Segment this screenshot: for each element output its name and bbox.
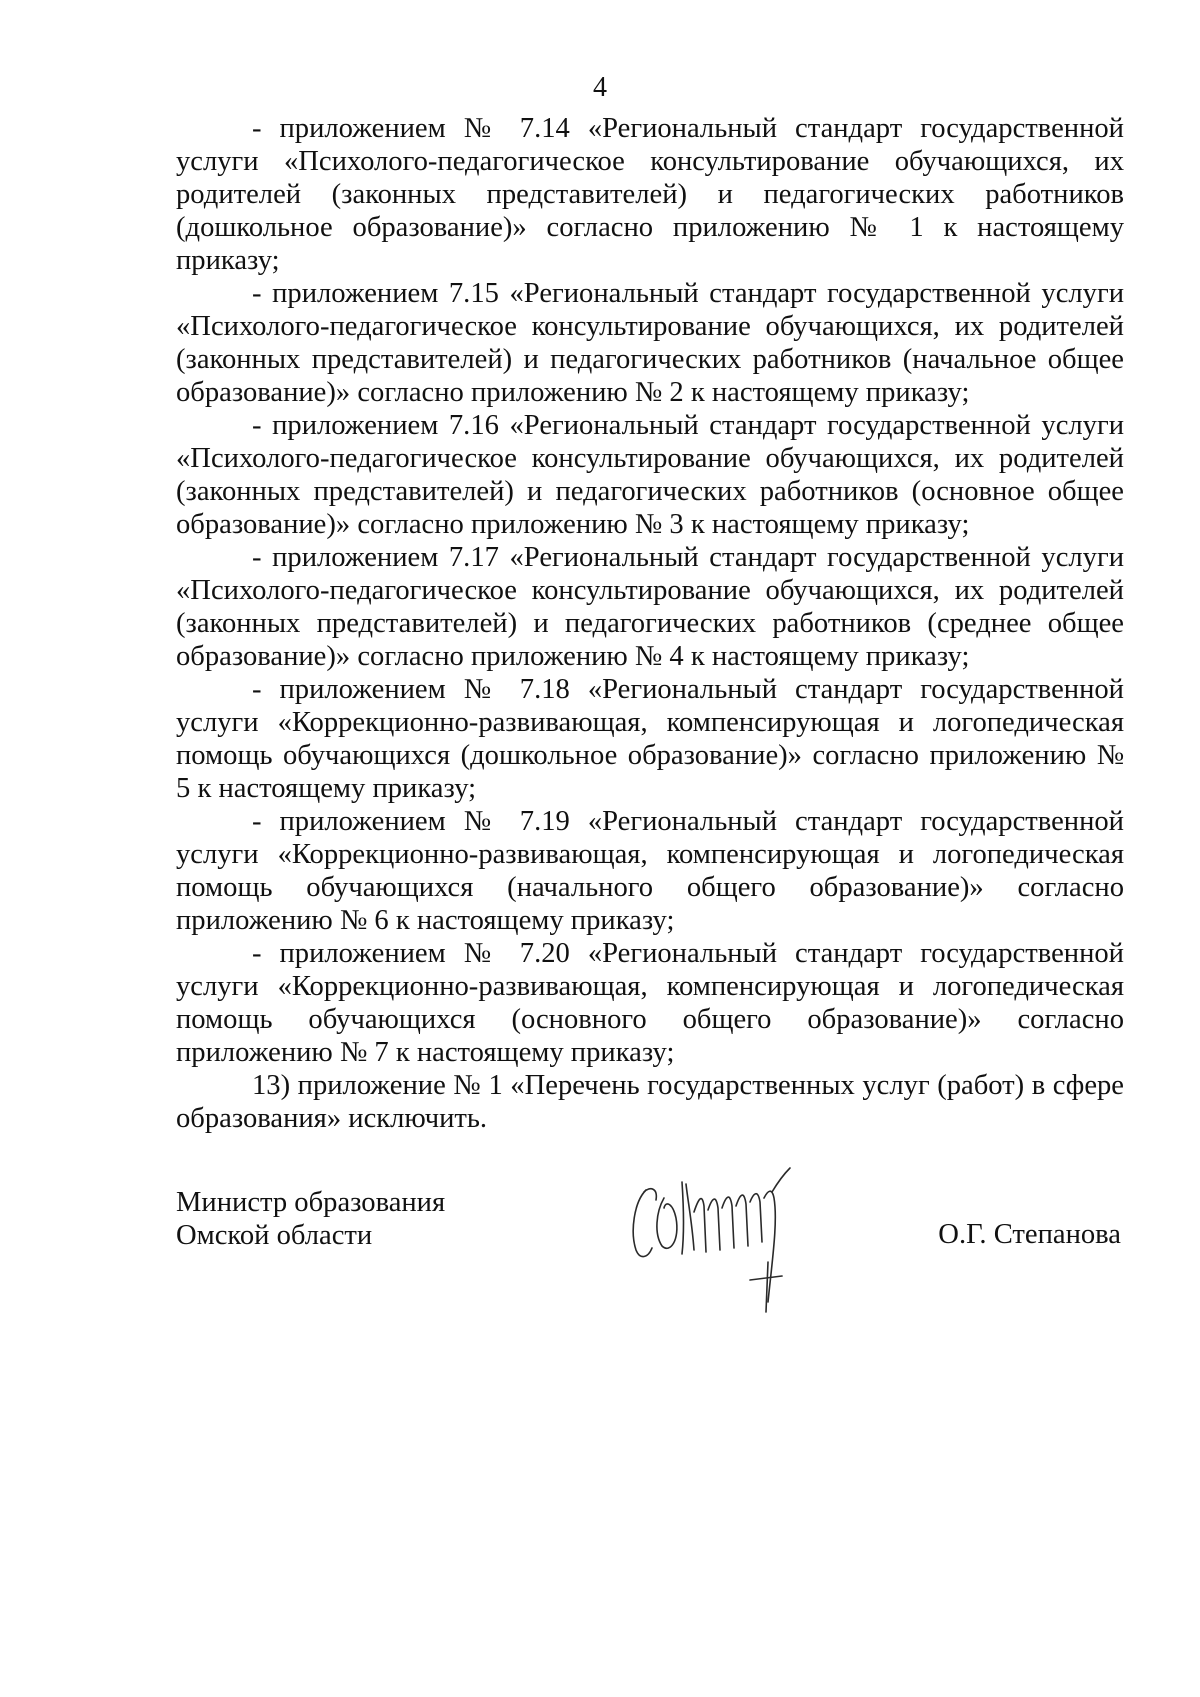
paragraph-appendix-7-15: - приложением 7.15 «Региональный стандарт государственной услуги «Психолого-педагогическое консультирование обучающихся, их родителей (законных представителей) и педагогических работников (начальное общее образование)» согласно приложению № 2 к настоящему приказу; (176, 278, 1124, 408)
paragraph-appendix-7-17: - приложением 7.17 «Региональный стандарт государственной услуги «Психолого-педагогическое консультирование обучающихся, их родителей (законных представителей) и педагогических работников (среднее общее образование)» согласно приложению № 4 к настоящему приказу; (176, 542, 1124, 672)
signatory-name: О.Г. Степанова (938, 1219, 1121, 1250)
paragraph-appendix-7-19: - приложением № 7.19 «Региональный стандарт государственной услуги «Коррекционно-развивающая, компенсирующая и логопедическая помощь обучающихся (начального общего образование)» согласно приложению № 6 к настоящему приказу; (176, 806, 1124, 936)
paragraph-appendix-7-18: - приложением № 7.18 «Региональный стандарт государственной услуги «Коррекционно-развивающая, компенсирующая и логопедическая помощь обучающихся (дошкольное образование)» согласно приложению № 5 к настоящему приказу; (176, 674, 1124, 804)
signatory-title (176, 1186, 445, 1252)
page-number: 4 (593, 72, 607, 103)
paragraph-appendix-7-20: - приложением № 7.20 «Региональный стандарт государственной услуги «Коррекционно-развивающая, компенсирующая и логопедическая помощь обучающихся (основного общего образование)» согласно приложению № 7 к настоящему приказу; (176, 938, 1124, 1068)
signatory-title-line1: Министр образования (176, 1187, 446, 1218)
paragraph-appendix-7-16: - приложением 7.16 «Региональный стандарт государственной услуги «Психолого-педагогическое консультирование обучающихся, их родителей (законных представителей) и педагогических работников (основное общее образование)» согласно приложению № 3 к настоящему приказу; (176, 410, 1124, 540)
paragraph-appendix-7-14: - приложением № 7.14 «Региональный стандарт государственной услуги «Психолого-педагогическое консультирование обучающихся, их родителей (законных представителей) и педагогических работников (дошкольное образование)» согласно приложению № 1 к настоящему приказу; (176, 113, 1124, 276)
handwritten-signature (622, 1162, 822, 1322)
paragraph-item-13: 13) приложение № 1 «Перечень государственных услуг (работ) в сфере образования» исключить. (176, 1070, 1124, 1134)
document-body (176, 112, 1124, 1135)
signatory-title-line2: Омской области (176, 1220, 373, 1251)
